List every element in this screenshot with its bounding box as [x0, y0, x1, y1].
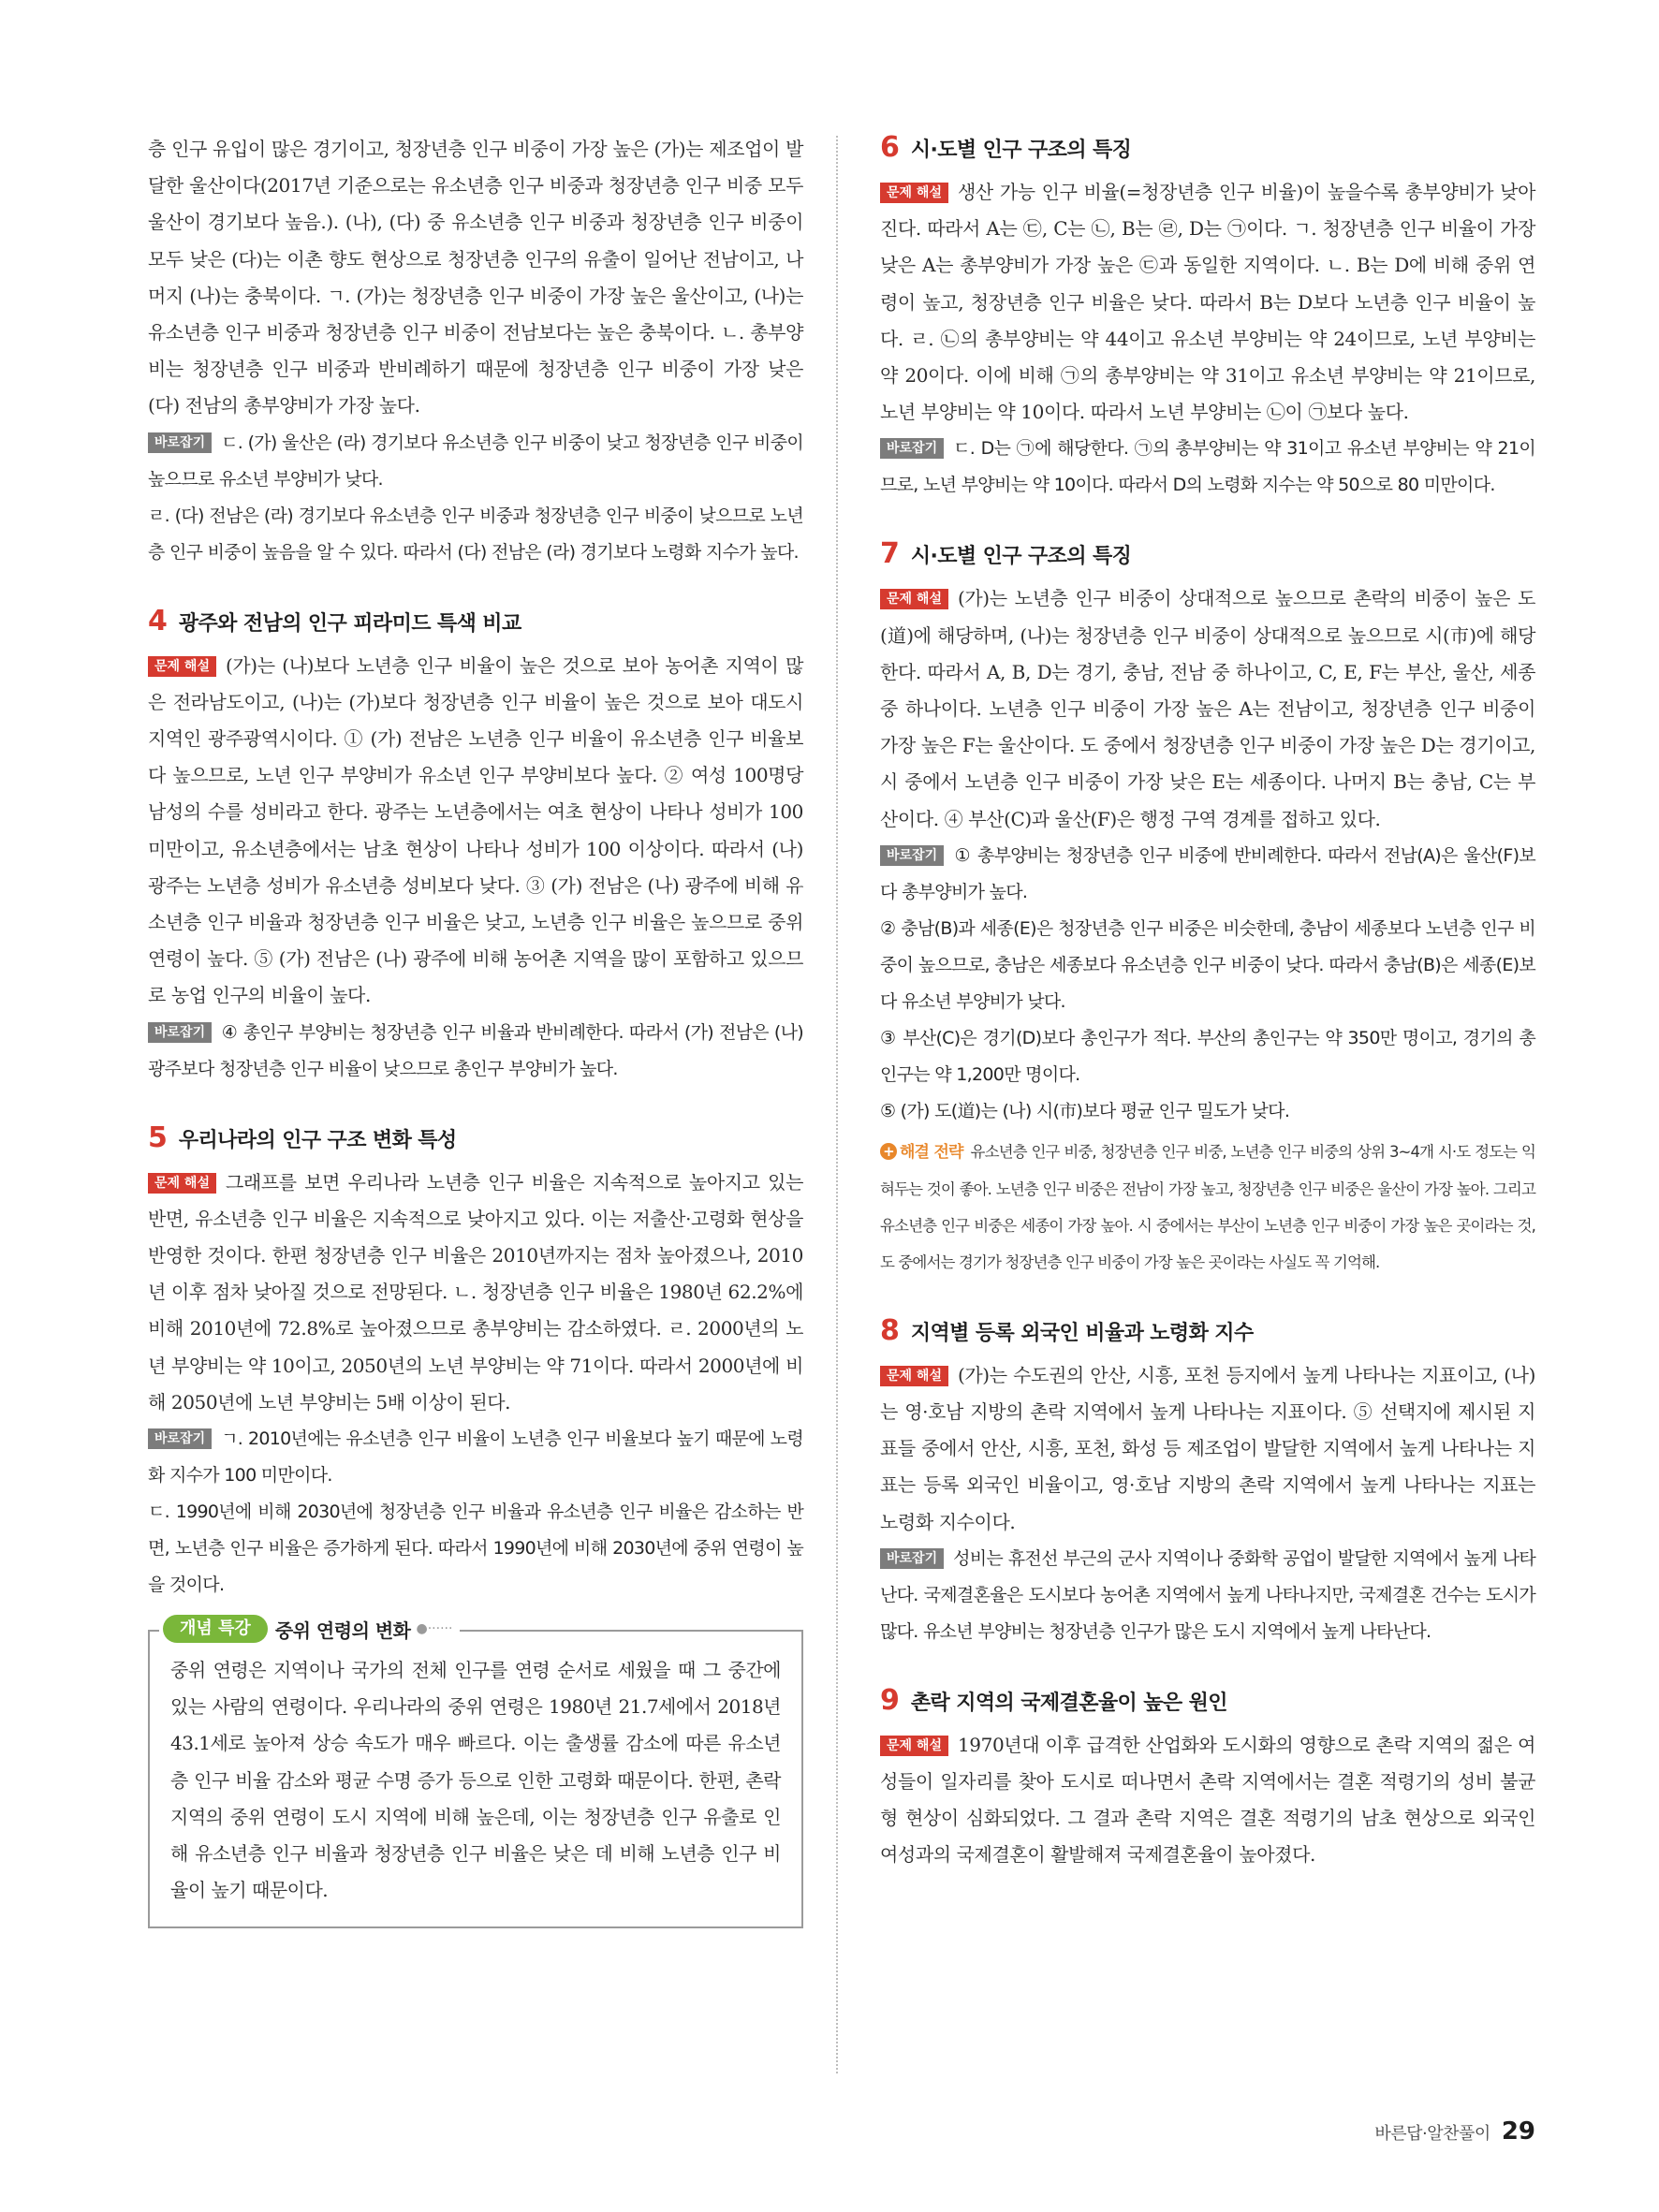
- concept-title: 중위 연령의 변화: [274, 1619, 411, 1642]
- section-header: [880, 1684, 1535, 1718]
- explanation-paragraph: 문제 해설 그래프를 보면 우리나라 노년층 인구 비율은 지속적으로 높아지고 있는 반면, 유소년층 인구 비율은 지속적으로 낮아지고 있다. 이는 저출산·고령화 현상을 반영한 것이다. 한편 청장년층 인구 비율은 2010년까지는 점차 높아졌으나, 2010년 이후 점차 낮아질 것으로 전망된다. ㄴ. 청장년층 인구 비율은 1980년 62.2%에 비해 2010년에 72.8%로 높아졌으므로 총부양비는 감소하였다. ㄹ. 2000년의 노년 부양비는 약 10이고, 2050년의 노년 부양비는 약 71이다. 따라서 2000년에 비해 2050년에 노년 부양비는 5배 이상이 된다.: [148, 1170, 803, 1414]
- dot-ornament-icon: ●······: [416, 1621, 453, 1637]
- explanation-paragraph: 문제 해설 (가)는 수도권의 안산, 시흥, 포천 등지에서 높게 나타나는 지표이고, (나)는 영·호남 지방의 촌락 지역에서 높게 나타나는 지표이다. ⑤ 선택지에 제시된 지표들 중에서 안산, 시흥, 포천, 화성 등 제조업이 발달한 지역에서 높게 나타나는 지표는 등록 외국인 비율이고, 영·호남 지방의 촌락 지역에서 높게 나타나는 지표는 노령화 지수이다.: [880, 1363, 1535, 1533]
- concept-pill: 개념 특강: [163, 1615, 268, 1643]
- intro-paragraph: 층 인구 유입이 많은 경기이고, 청장년층 인구 비중이 가장 높은 (가)는 제조업이 발달한 울산이다(2017년 기준으로는 유소년층 인구 비중과 청장년층 인구 비중 모두 울산이 경기보다 높음.). (나), (다) 중 유소년층 인구 비중과 청장년층 인구 비중이 모두 낮은 (다)는 이촌 향도 현상으로 청장년층 인구의 유출이 일어난 전남이고, 나머지 (나)는 충북이다. ㄱ. (가)는 청장년층 인구 비중이 가장 높은 울산이고, (나)는 유소년층 인구 비중과 청장년층 인구 비중이 전남보다는 높은 충북이다. ㄴ. 총부양비는 청장년층 인구 비중과 반비례하기 때문에 청장년층 인구 비중이 가장 낮은 (다) 전남의 총부양비가 가장 높다.: [148, 138, 803, 417]
- correction-line: 바로잡기 ㄷ. (가) 울산은 (라) 경기보다 유소년층 인구 비중이 낮고 청장년층 인구 비중이 높으므로 유소년 부양비가 낮다.: [148, 432, 803, 490]
- explanation-tag: 문제 해설: [880, 1736, 948, 1756]
- explanation-tag: 문제 해설: [880, 589, 948, 609]
- concept-box-header: [159, 1615, 460, 1643]
- correction-line: 바로잡기 ㄷ. D는 ㉠에 해당한다. ㉠의 총부양비는 약 31이고 유소년 부양비는 약 21이므로, 노년 부양비는 약 10이다. 따라서 D의 노령화 지수는 약 50으로 80 미만이다.: [880, 438, 1535, 496]
- section-number: 5: [148, 1121, 168, 1154]
- correction-line: ③ 부산(C)은 경기(D)보다 총인구가 적다. 부산의 총인구는 약 350만 명이고, 경기의 총인구는 약 1,200만 명이다.: [880, 1027, 1535, 1085]
- correction-line: 바로잡기 ① 총부양비는 청장년층 인구 비중에 반비례한다. 따라서 전남(A)은 울산(F)보다 총부양비가 높다.: [880, 844, 1535, 902]
- correction-tag: 바로잡기: [880, 438, 944, 459]
- section-number: 7: [880, 537, 900, 571]
- explanation-tag: 문제 해설: [880, 183, 948, 203]
- section-title: 촌락 지역의 국제결혼율이 높은 원인: [910, 1691, 1227, 1715]
- section-header: [880, 131, 1535, 165]
- correction-line: ⑤ (가) 도(道)는 (나) 시(市)보다 평균 인구 밀도가 낮다.: [880, 1100, 1290, 1121]
- correction-line: 바로잡기 ㄱ. 2010년에는 유소년층 인구 비율이 노년층 인구 비율보다 높기 때문에 노령화 지수가 100 미만이다.: [148, 1428, 803, 1487]
- section-number: 6: [880, 131, 900, 164]
- right-column: [880, 131, 1535, 1874]
- correction-line: ㄹ. (다) 전남은 (라) 경기보다 유소년층 인구 비중과 청장년층 인구 비중이 낮으므로 노년층 인구 비중이 높음을 알 수 있다. 따라서 (다) 전남은 (라) 경기보다 노령화 지수가 높다.: [148, 505, 803, 563]
- explanation-paragraph: 문제 해설 (가)는 (나)보다 노년층 인구 비율이 높은 것으로 보아 농어촌 지역이 많은 전라남도이고, (나)는 (가)보다 청장년층 인구 비율이 높은 것으로 보아 대도시 지역인 광주광역시이다. ① (가) 전남은 노년층 인구 비율이 유소년층 인구 비율보다 높으므로, 노년 인구 부양비가 유소년 인구 부양비보다 높다. ② 여성 100명당 남성의 수를 성비라고 한다. 광주는 노년층에서는 여초 현상이 나타나 성비가 100 미만이고, 유소년층에서는 남초 현상이 나타나 성비가 100 이상이다. 따라서 (나) 광주는 노년층 성비가 유소년층 성비보다 낮다. ③ (가) 전남은 (나) 광주에 비해 유소년층 인구 비율과 청장년층 인구 비율은 낮고, 노년층 인구 비율은 높으므로 중위 연령이 높다. ⑤ (가) 전남은 (나) 광주에 비해 농어촌 지역을 많이 포함하고 있으므로 농업 인구의 비율이 높다.: [148, 653, 803, 1007]
- section-number: 9: [880, 1683, 900, 1717]
- strategy-tag: + 해결 전략: [880, 1143, 963, 1162]
- left-column: [148, 131, 803, 1928]
- correction-tag: 바로잡기: [880, 1548, 944, 1569]
- section-number: 8: [880, 1313, 900, 1347]
- correction-line: 바로잡기 ④ 총인구 부양비는 청장년층 인구 비율과 반비례한다. 따라서 (가) 전남은 (나) 광주보다 청장년층 인구 비율이 낮으므로 총인구 부양비가 높다.: [148, 1021, 803, 1079]
- concept-text: 중위 연령은 지역이나 국가의 전체 인구를 연령 순서로 세웠을 때 그 중간에 있는 사람의 연령이다. 우리나라의 중위 연령은 1980년 21.7세에서 2018년 43.1세로 높아져 상승 속도가 매우 빠르다. 이는 출생률 감소에 따른 유소년층 인구 비율 감소와 평균 수명 증가 등으로 인한 고령화 때문이다. 한편, 촌락 지역의 중위 연령이 도시 지역에 비해 높은데, 이는 청장년층 인구 유출로 인해 유소년층 인구 비율과 청장년층 인구 비율은 낮은 데 비해 노년층 인구 비율이 높기 때문이다.: [170, 1659, 781, 1902]
- correction-tag: 바로잡기: [148, 1428, 212, 1449]
- page-footer: [1374, 2117, 1535, 2146]
- section-header: [148, 605, 803, 638]
- section-header: [148, 1121, 803, 1155]
- column-divider: [836, 136, 838, 2073]
- explanation-paragraph: 문제 해설 1970년대 이후 급격한 산업화와 도시화의 영향으로 촌락 지역의 젊은 여성들이 일자리를 찾아 도시로 떠나면서 촌락 지역에서는 결혼 적령기의 성비 불균형 현상이 심화되었다. 그 결과 촌락 지역은 결혼 적령기의 남초 현상으로 외국인 여성과의 국제결혼이 활발해져 국제결혼율이 높아졌다.: [880, 1733, 1535, 1867]
- section-title: 시·도별 인구 구조의 특징: [910, 139, 1132, 162]
- strategy-paragraph: + 해결 전략 유소년층 인구 비중, 청장년층 인구 비중, 노년층 인구 비중의 상위 3~4개 시·도 정도는 익혀두는 것이 좋아. 노년층 인구 비중은 전남이 가장 높고, 청장년층 인구 비중은 울산이 가장 높아. 그리고 유소년층 인구 비중은 세종이 가장 높아. 시 중에서는 부산이 노년층 인구 비중이 가장 높은 곳이라는 것, 도 중에서는 경기가 청장년층 인구 비중이 가장 높은 곳이라는 사실도 꼭 기억해.: [880, 1142, 1536, 1271]
- footer-label: 바른답·알찬풀이: [1374, 2124, 1490, 2144]
- section-header: [880, 537, 1535, 571]
- section-title: 시·도별 인구 구조의 특징: [910, 545, 1132, 569]
- section-title: 지역별 등록 외국인 비율과 노령화 지수: [910, 1321, 1254, 1345]
- correction-line: ㄷ. 1990년에 비해 2030년에 청장년층 인구 비율과 유소년층 인구 비율은 감소하는 반면, 노년층 인구 비율은 증가하게 된다. 따라서 1990년에 비해 2030년에 중위 연령이 높을 것이다.: [148, 1502, 803, 1596]
- section-title: 광주와 전남의 인구 피라미드 특색 비교: [178, 611, 521, 636]
- explanation-paragraph: 문제 해설 (가)는 노년층 인구 비중이 상대적으로 높으므로 촌락의 비중이 높은 도(道)에 해당하며, (나)는 청장년층 인구 비중이 상대적으로 높으므로 시(市)에 해당한다. 따라서 A, B, D는 경기, 충남, 전남 중 하나이고, C, E, F는 부산, 울산, 세종 중 하나이다. 노년층 인구 비중이 가장 높은 A는 전남이고, 청장년층 인구 비중이 가장 높은 F는 울산이다. 도 중에서 청장년층 인구 비중이 가장 높은 D는 경기이고, 시 중에서 노년층 인구 비중이 가장 낮은 E는 세종이다. 나머지 B는 충남, C는 부산이다. ④ 부산(C)과 울산(F)은 행정 구역 경계를 접하고 있다.: [880, 587, 1535, 830]
- plus-icon: +: [880, 1143, 897, 1160]
- section-number: 4: [148, 604, 168, 637]
- page-number: 29: [1501, 2117, 1535, 2146]
- explanation-tag: 문제 해설: [148, 1173, 216, 1194]
- correction-line: 바로잡기 성비는 휴전선 부근의 군사 지역이나 중화학 공업이 발달한 지역에서 높게 나타난다. 국제결혼율은 도시보다 농어촌 지역에서 높게 나타나지만, 국제결혼 건수는 도시가 많다. 유소년 부양비는 청장년층 인구가 많은 도시 지역에서 높게 나타난다.: [880, 1547, 1535, 1642]
- section-title: 우리나라의 인구 구조 변화 특성: [178, 1128, 457, 1152]
- correction-tag: 바로잡기: [148, 1022, 212, 1043]
- explanation-tag: 문제 해설: [880, 1366, 948, 1386]
- correction-tag: 바로잡기: [148, 432, 212, 453]
- explanation-tag: 문제 해설: [148, 656, 216, 677]
- section-header: [880, 1314, 1535, 1348]
- concept-box: [148, 1619, 803, 1927]
- correction-tag: 바로잡기: [880, 845, 944, 866]
- explanation-paragraph: 문제 해설 생산 가능 인구 비율(=청장년층 인구 비율)이 높을수록 총부양비가 낮아진다. 따라서 A는 ㉢, C는 ㉡, B는 ㉣, D는 ㉠이다. ㄱ. 청장년층 인구 비율이 가장 낮은 A는 총부양비가 가장 높은 ㉢과 동일한 지역이다. ㄴ. B는 D에 비해 중위 연령이 높고, 청장년층 인구 비율은 낮다. 따라서 B는 D보다 노년층 인구 비율이 높다. ㄹ. ㉡의 총부양비는 약 44이고 유소년 부양비는 약 24이므로, 노년 부양비는 약 20이다. 이에 비해 ㉠의 총부양비는 약 31이고 유소년 부양비는 약 21이므로, 노년 부양비는 약 10이다. 따라서 노년 부양비는 ㉡이 ㉠보다 높다.: [880, 181, 1535, 424]
- correction-line: ② 충남(B)과 세종(E)은 청장년층 인구 비중은 비슷한데, 충남이 세종보다 노년층 인구 비중이 높으므로, 충남은 세종보다 유소년층 인구 비중이 낮다. 따라서 충남(B)은 세종(E)보다 유소년 부양비가 낮다.: [880, 917, 1535, 1012]
